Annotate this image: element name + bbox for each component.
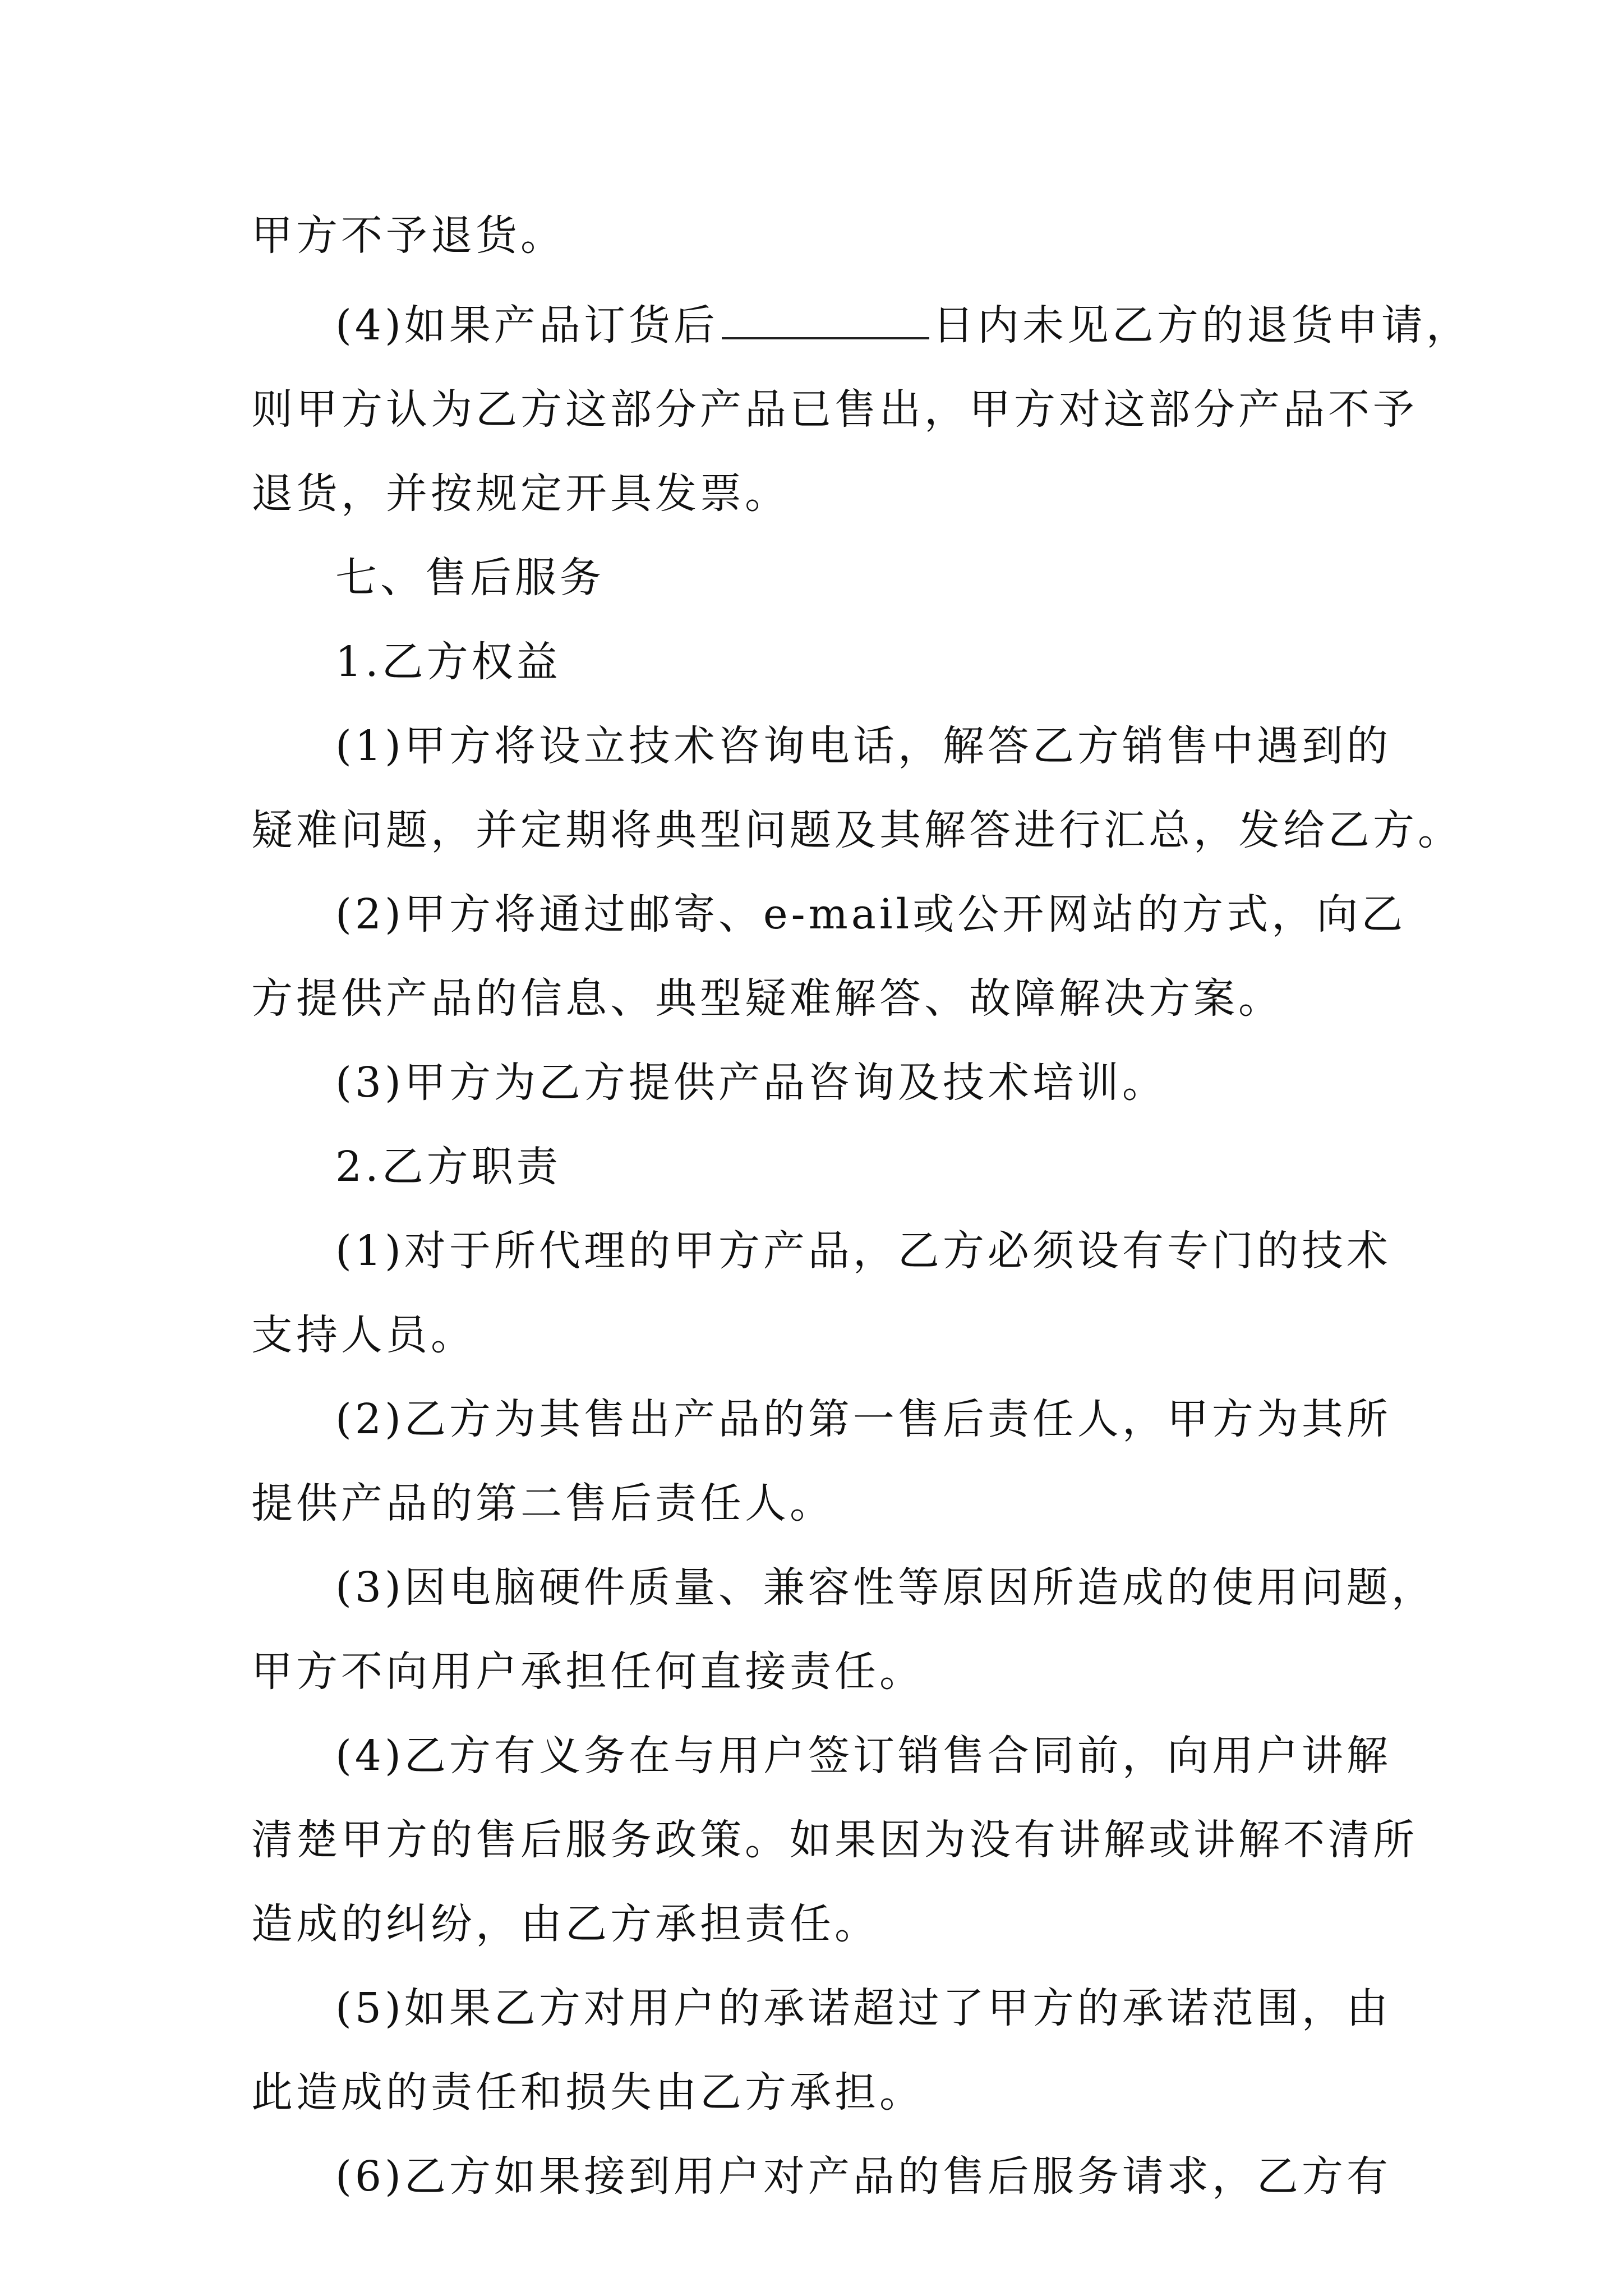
text-fragment: 日内未见乙方的退货申请， xyxy=(932,301,1471,349)
text-line: (3)因电脑硬件质量、兼容性等原因所造成的使用问题， xyxy=(335,1563,1436,1612)
text-fragment: (4)如果产品订货后 xyxy=(335,301,718,349)
text-line: (6)乙方如果接到用户对产品的售后服务请求，乙方有 xyxy=(335,2152,1391,2201)
text-line: 此造成的责任和损失由乙方承担。 xyxy=(251,2068,924,2116)
text-line: 造成的纠纷，由乙方承担责任。 xyxy=(251,1900,879,1948)
text-line: 清楚甲方的售后服务政策。如果因为没有讲解或讲解不清所 xyxy=(251,1816,1418,1864)
text-line: 方提供产品的信息、典型疑难解答、故障解决方案。 xyxy=(251,974,1283,1023)
text-line: (2)乙方为其售出产品的第一售后责任人，甲方为其所 xyxy=(335,1395,1391,1443)
text-line: (1)对于所代理的甲方产品，乙方必须设有专门的技术 xyxy=(335,1227,1391,1275)
blank-underline xyxy=(722,300,929,339)
subsection-heading: 2.乙方职责 xyxy=(335,1143,561,1191)
text-line: 则甲方认为乙方这部分产品已售出，甲方对这部分产品不予 xyxy=(251,385,1418,434)
text-line: 提供产品的第二售后责任人。 xyxy=(251,1479,834,1527)
section-heading: 七、售后服务 xyxy=(335,554,605,602)
text-line: (5)如果乙方对用户的承诺超过了甲方的承诺范围，由 xyxy=(335,1984,1391,2032)
subsection-heading: 1.乙方权益 xyxy=(335,638,561,686)
text-line: 疑难问题，并定期将典型问题及其解答进行汇总，发给乙方。 xyxy=(251,806,1463,854)
text-line: (4)乙方有义务在与用户签订销售合同前，向用户讲解 xyxy=(335,1732,1391,1780)
text-line: 甲方不向用户承担任何直接责任。 xyxy=(251,1648,924,1696)
text-line xyxy=(335,297,1471,353)
text-line: 支持人员。 xyxy=(251,1311,476,1359)
text-line: 甲方不予退货。 xyxy=(251,211,565,260)
text-line: 退货，并按规定开具发票。 xyxy=(251,470,790,518)
text-line: (3)甲方为乙方提供产品咨询及技术培训。 xyxy=(335,1059,1167,1107)
text-line: (1)甲方将设立技术咨询电话，解答乙方销售中遇到的 xyxy=(335,722,1391,770)
text-line: (2)甲方将通过邮寄、e-mail或公开网站的方式，向乙 xyxy=(335,890,1407,938)
